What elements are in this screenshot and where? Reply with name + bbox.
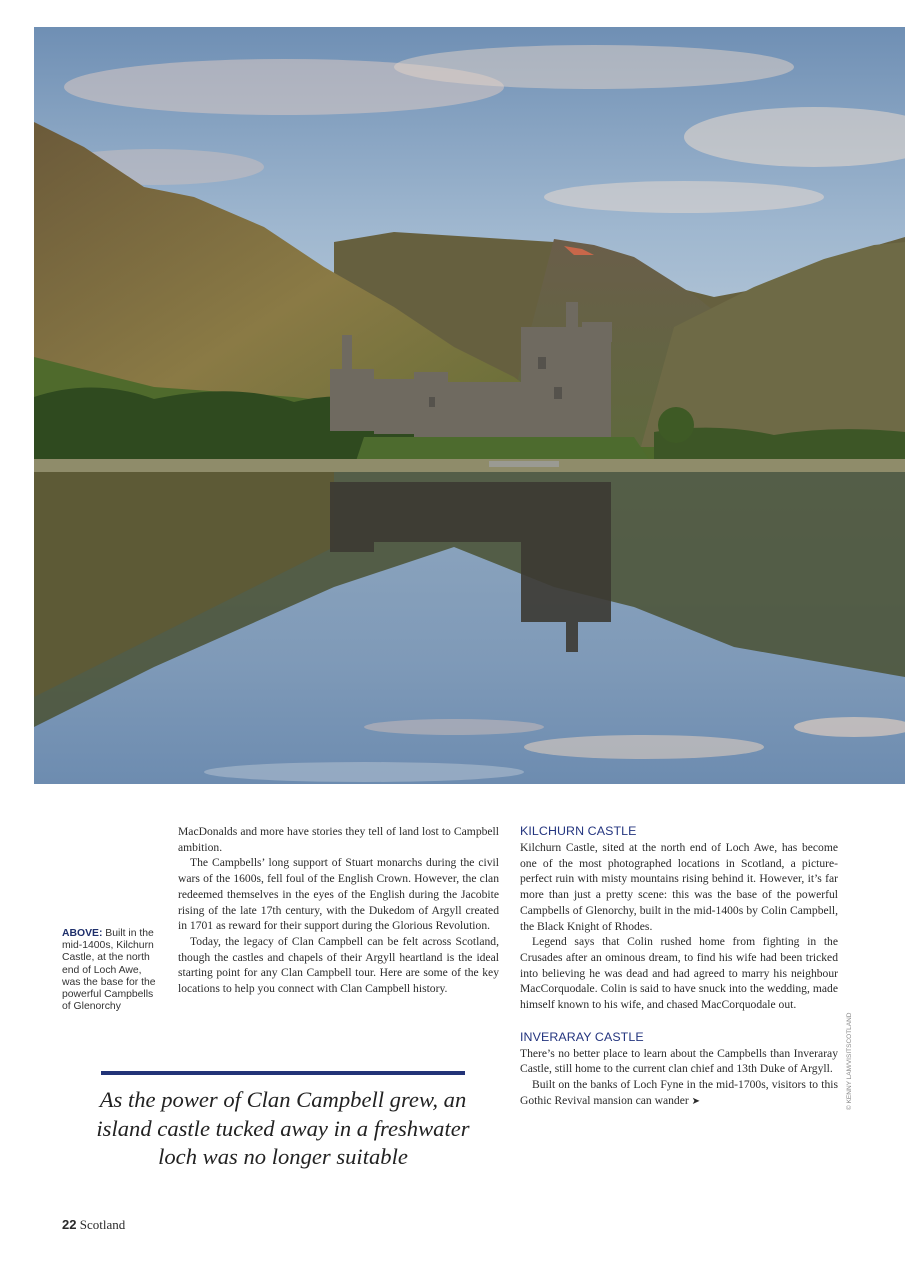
pull-quote: As the power of Clan Campbell grew, an island castle tucked away in a freshwater loch was no longer suitable [96, 1087, 470, 1170]
body-paragraph: The Campbells’ long support of Stuart monarchs during the civil wars of the 1600s, fell foul of the English Crown. However, the clan redeemed themselves in the eyes of the English during the Jacobite rising of the late 17th century, with the Dukedom of Argyll created in 1701 as reward for their support during the Glorious Revolution. [178, 856, 499, 933]
body-paragraph: Legend says that Colin rushed home from fighting in the Crusades after an ominous dream, to find his wife had been tricked into believing he was dead and had agreed to marry his neighbour MacCorquodale. Colin is said to have snuck into the wedding, made himself known to his wife, and chased MacCorquodale out. [520, 935, 838, 1012]
pull-quote-rule [101, 1071, 465, 1075]
photo-credit [846, 1012, 862, 1110]
photo-caption [62, 928, 162, 1013]
body-paragraph: MacDonalds and more have stories they tell of land lost to Campbell ambition. [178, 825, 499, 854]
hero-photo-kilchurn-castle [34, 27, 905, 784]
caption-text: Built in the mid-1400s, Kilchurn Castle, at the north end of Loch Awe, was the base for the powerful Campbells of Glenorchy [62, 928, 156, 1013]
body-paragraph [520, 1077, 838, 1109]
right-column [520, 824, 838, 1110]
body-paragraph: There’s no better place to learn about the Campbells than Inveraray Castle, still home to the current clan chief and 13th Duke of Argyll. [520, 1046, 838, 1076]
page-folio [62, 1217, 125, 1233]
page-number: 22 [62, 1217, 77, 1232]
body-paragraph-text: Built on the banks of Loch Fyne in the mid-1700s, visitors to this Gothic Revival mansion can wander [520, 1078, 838, 1107]
section-heading-kilchurn: KILCHURN CASTLE [520, 824, 637, 838]
photo-credit-text: © KENNY LAM/VISITSCOTLAND [846, 1012, 853, 1110]
body-paragraph: Kilchurn Castle, sited at the north end of Loch Awe, has become one of the most photographed locations in Scotland, a picture-perfect ruin with misty mountains rising behind it. However, it’s far more than just a pretty scene: this was the base of the powerful Campbells of Glenorchy, built in the mid-1400s by Colin Campbell, the Black Knight of Rhodes. [520, 841, 838, 933]
continue-arrow-icon: ➤ [691, 1095, 701, 1107]
body-paragraph: Today, the legacy of Clan Campbell can be felt across Scotland, though the castles and chapels of their Argyll heartland is the ideal starting point for any Clan Campbell tour. Here are some of the key locations to help you connect with Clan Campbell history. [178, 934, 499, 996]
section-heading-inveraray: INVERARAY CASTLE [520, 1029, 644, 1044]
section-name: Scotland [79, 1217, 126, 1232]
caption-label: ABOVE: [62, 928, 103, 939]
middle-column [178, 824, 499, 997]
